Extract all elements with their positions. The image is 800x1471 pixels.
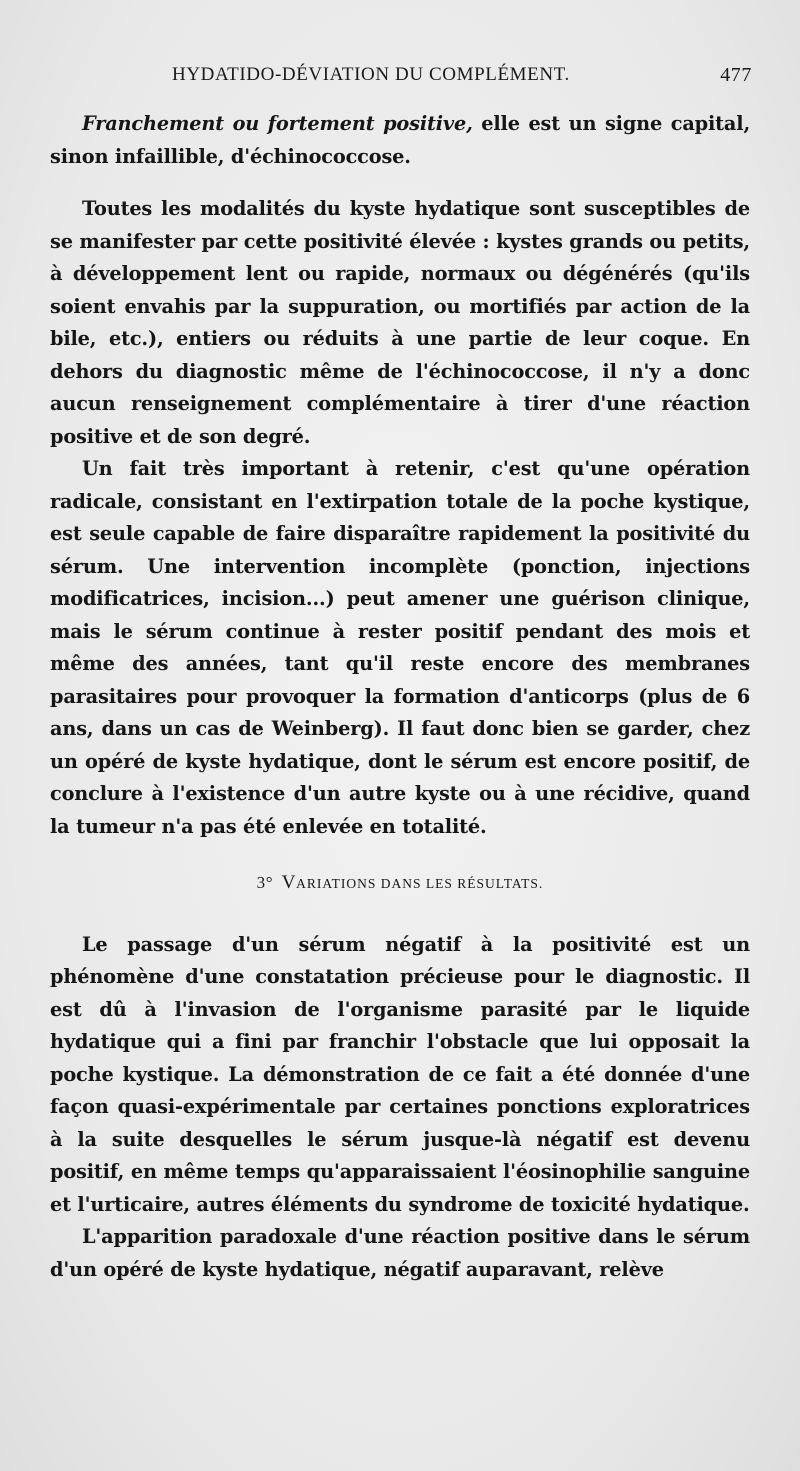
paragraph-4: Le passage d'un sérum négatif à la positivité est un phénomène d'une constatation précieuse pour le diagnostic. Il est dû à l'invasion de l'organisme parasité par le liquide hydatique qui a fini par franchir l'obstacle que lui opposait la poche kystique. La démonstration de ce fait a été donnée d'une façon quasi-expérimentale par certaines ponctions exploratrices à la suite desquelles le sérum jusque-là négatif est devenu positif, en même temps qu'apparaissaient l'éosinophilie sanguine et l'urticaire, autres éléments du syndrome de toxicité hydatique. <box>50 932 750 1216</box>
paragraph-1-text: elle est un signe capital, sinon infaillible, d'échinococcose. <box>50 112 751 168</box>
paragraph-1-emphasis: Franchement ou fortement positive, <box>82 112 473 135</box>
running-header <box>172 64 752 96</box>
paragraph-5: L'apparition paradoxale d'une réaction positive dans le sérum d'un opéré de kyste hydatique, négatif auparavant, relève <box>50 1225 750 1281</box>
section-number: 3° <box>256 873 274 892</box>
paragraph-2: Toutes les modalités du kyste hydatique sont susceptibles de se manifester par cette positivité élevée : kystes grands ou petits, à développement lent ou rapide, normaux ou dégénérés (qu'ils soient envahis par la suppuration, ou mortifiés par action de la bile, etc.), entiers ou réduits à une partie de leur coque. En dehors du diagnostic même de l'échinococcose, il n'y a donc aucun renseignement complémentaire à tirer d'une réaction positive et de son degré. <box>50 197 750 448</box>
paragraph-3: Un fait très important à retenir, c'est qu'une opération radicale, consistant en l'extirpation totale de la poche kystique, est seule capable de faire disparaître rapidement la positivité du sérum. Une intervention incomplète (ponction, injections modificatrices, incision...) peut amener une guérison clinique, mais le sérum continue à rester positif pendant des mois et même des années, tant qu'il reste encore des membranes parasitaires pour provoquer la formation d'anticorps (plus de 6 ans, dans un cas de Weinberg). Il faut donc bien se garder, chez un opéré de kyste hydatique, dont le sérum est encore positif, de conclure à l'existence d'un autre kyste ou à une récidive, quand la tumeur n'a pas été enlevée en totalité. <box>50 457 750 838</box>
page-number: 477 <box>720 64 752 86</box>
running-title: HYDATIDO-DÉVIATION DU COMPLÉMENT. <box>172 64 570 85</box>
body-text <box>50 108 750 1286</box>
paragraph-1 <box>50 108 750 173</box>
section-heading-initial: V <box>281 872 297 893</box>
section-heading <box>50 867 750 901</box>
section-heading-text: ARIATIONS DANS LES RÉSULTATS. <box>296 876 544 891</box>
